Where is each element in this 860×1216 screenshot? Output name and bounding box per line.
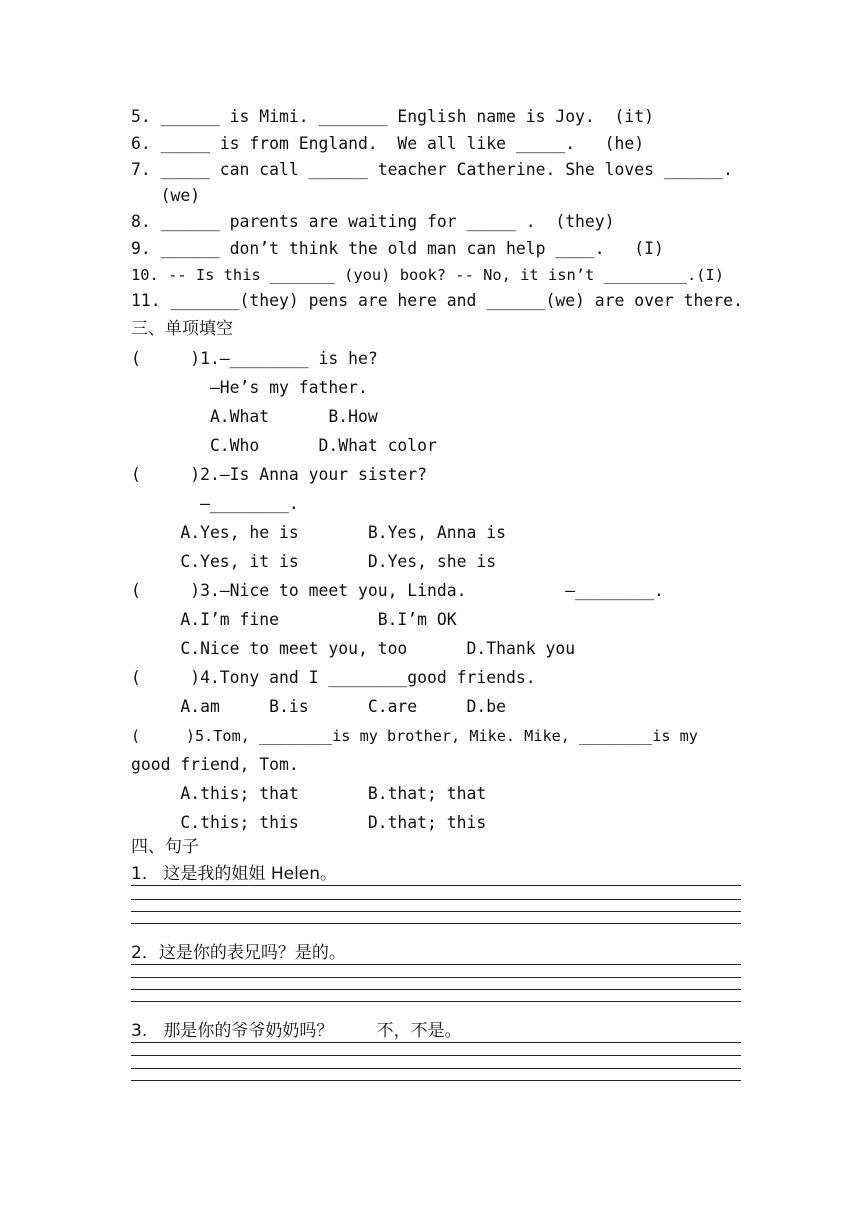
question-1: ( )1.—________ is he? xyxy=(131,349,378,368)
question-5-options-cd: C.this; this D.that; this xyxy=(131,813,487,832)
question-5: ( )5.Tom, ________is my brother, Mike. Mike, ________is my xyxy=(131,727,698,745)
question-5-options-ab: A.this; that B.that; that xyxy=(131,784,487,803)
exercise-5: 5. ______ is Mimi. _______ English name is Joy. (it) xyxy=(131,107,655,126)
question-1-options-ab: A.What B.How xyxy=(131,407,378,426)
writing-line[interactable] xyxy=(131,989,741,990)
writing-line[interactable] xyxy=(131,1080,741,1081)
question-4-options: A.am B.is C.are D.be xyxy=(131,697,506,716)
question-3: ( )3.—Nice to meet you, Linda. —________. xyxy=(131,581,664,600)
question-3-options-ab: A.I’m fine B.I’m OK xyxy=(131,610,457,629)
question-1-answer: —He’s my father. xyxy=(131,378,368,397)
question-2-options-cd: C.Yes, it is D.Yes, she is xyxy=(131,552,497,571)
question-2-options-ab: A.Yes, he is B.Yes, Anna is xyxy=(131,523,506,542)
exercise-7: 7. _____ can call ______ teacher Catherine. She loves ______. xyxy=(131,160,733,179)
exercise-6: 6. _____ is from England. We all like _____. (he) xyxy=(131,134,645,153)
exercise-10: 10. -- Is this _______ (you) book? -- No, it isn’t _________.(I) xyxy=(131,266,725,284)
exercise-8: 8. ______ parents are waiting for _____ . (they) xyxy=(131,212,615,231)
writing-line[interactable] xyxy=(131,977,741,978)
writing-line[interactable] xyxy=(131,911,741,912)
question-4: ( )4.Tony and I ________good friends. xyxy=(131,668,536,687)
sentence-1-prompt: 1. 这是我的姐姐 Helen。 xyxy=(131,864,338,884)
question-1-options-cd: C.Who D.What color xyxy=(131,436,437,455)
writing-line[interactable] xyxy=(131,1068,741,1069)
exercise-9: 9. ______ don’t think the old man can help ____. (I) xyxy=(131,239,664,258)
writing-line[interactable] xyxy=(131,964,741,965)
writing-line[interactable] xyxy=(131,899,741,900)
writing-line[interactable] xyxy=(131,1042,741,1043)
question-2-blank: —________. xyxy=(131,494,299,513)
writing-line[interactable] xyxy=(131,1055,741,1056)
question-3-options-cd: C.Nice to meet you, too D.Thank you xyxy=(131,639,576,658)
sentence-2-prompt: 2．这是你的表兄吗？是的。 xyxy=(131,943,346,963)
exercise-7-hint: (we) xyxy=(131,186,201,205)
sentence-3-prompt: 3. 那是你的爷爷奶奶吗？ 不，不是。 xyxy=(131,1021,462,1041)
writing-line[interactable] xyxy=(131,923,741,924)
section-3-heading: 三、单项填空 xyxy=(131,319,233,339)
writing-line[interactable] xyxy=(131,1001,741,1002)
section-4-heading: 四、句子 xyxy=(131,837,199,857)
exercise-11: 11. _______(they) pens are here and ______(we) are over there. xyxy=(131,291,743,310)
question-2: ( )2.—Is Anna your sister? xyxy=(131,465,428,484)
question-5-continued: good friend, Tom. xyxy=(131,755,299,774)
writing-line[interactable] xyxy=(131,885,741,886)
